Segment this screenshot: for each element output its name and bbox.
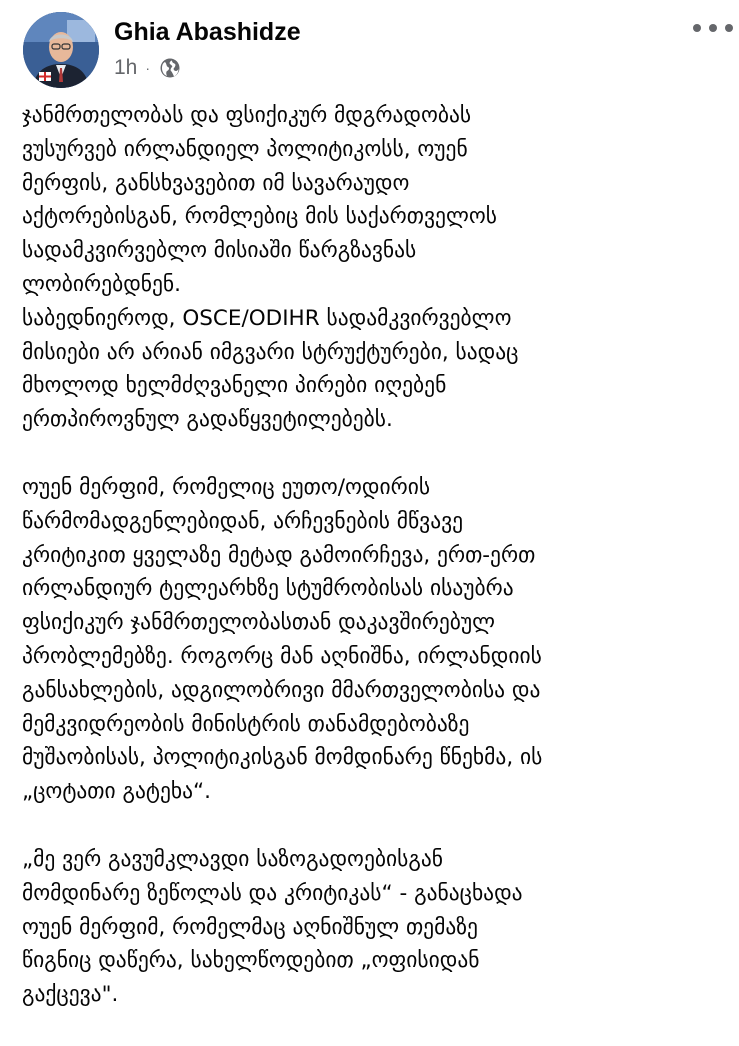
text-line: ლობირებდნენ. — [22, 271, 182, 297]
text-line: ფსიქიკურ ჯანმრთელობასთან დაკავშირებულ — [22, 610, 496, 636]
text-line: ერთპიროვნულ გადაწყვეტილებებს. — [22, 407, 393, 433]
more-horizontal-icon — [709, 24, 717, 32]
post-meta — [114, 54, 181, 82]
text-line: წარმომადგენლებიდან, არჩევნების მწვავე — [22, 508, 464, 534]
text-line: პრობლემებზე. როგორც მან აღნიშნა, ირლანდიის — [22, 643, 542, 669]
more-horizontal-icon — [693, 24, 701, 32]
text-line: „ცოტათი გატეხა“. — [22, 779, 212, 805]
post-paragraph — [22, 99, 734, 437]
text-line: ვუსურვებ ირლანდიელ პოლიტიკოსს, ოუენ — [22, 136, 468, 162]
text-line: აქტორებისგან, რომლებიც მის საქართველოს — [22, 204, 497, 230]
text-line: გაქცევა". — [22, 982, 119, 1008]
meta-separator: · — [145, 60, 151, 76]
text-line: მუშაობისას, პოლიტიკისგან მომდინარე წნეხმა, ის — [22, 745, 543, 771]
text-line: ჯანმრთელობას და ფსიქიკურ მდგრადობას — [22, 103, 472, 128]
text-line: მემკვიდრეობის მინისტრის თანამდებობაზე — [22, 711, 470, 737]
avatar[interactable] — [23, 12, 99, 88]
text-line: მერფის, განსხვავებით იმ სავარაუდო — [22, 170, 410, 196]
more-horizontal-icon — [725, 24, 733, 32]
post-paragraph — [22, 843, 734, 1012]
more-options-button[interactable] — [693, 18, 733, 38]
text-line: მხოლოდ ხელმძღვანელი პირები იღებენ — [22, 373, 447, 399]
text-line: სადამკვირვებლო მისიაში წარგზავნას — [22, 238, 417, 264]
text-line: მისიები არ არიან იმგვარი სტრუქტურები, სადაც — [22, 339, 519, 365]
author-name[interactable]: Ghia Abashidze — [114, 18, 301, 46]
post-time[interactable]: 1h — [114, 56, 138, 79]
text-line: კრიტიკით ყველაზე მეტად გამოირჩევა, ერთ-ერთ — [22, 542, 536, 568]
post-paragraph — [22, 471, 734, 809]
text-line: ირლანდიურ ტელეარხზე სტუმრობისას ისაუბრა — [22, 576, 514, 602]
text-line: წიგნიც დაწერა, სახელწოდებით „ოფისიდან — [22, 948, 480, 974]
text-line: „მე ვერ გავუმკლავდი საზოგადოებისგან — [22, 846, 444, 872]
text-line: მომდინარე ზეწოლას და კრიტიკას“ - განაცხადა — [22, 880, 523, 906]
avatar-photo — [23, 12, 99, 88]
text-line: ოუენ მერფიმ, რომელიც ეუთო/ოდირის — [22, 474, 431, 500]
post-text — [22, 99, 734, 1046]
text-line: განსახლების, ადგილობრივი მმართველობისა და — [22, 677, 541, 703]
globe-icon[interactable] — [159, 57, 181, 79]
text-line: ოუენ მერფიმ, რომელმაც აღნიშნულ თემაზე — [22, 914, 478, 940]
post-header — [0, 0, 739, 95]
text-line: საბედნიეროდ, OSCE/ODIHR სადამკვირვებლო — [22, 305, 512, 331]
